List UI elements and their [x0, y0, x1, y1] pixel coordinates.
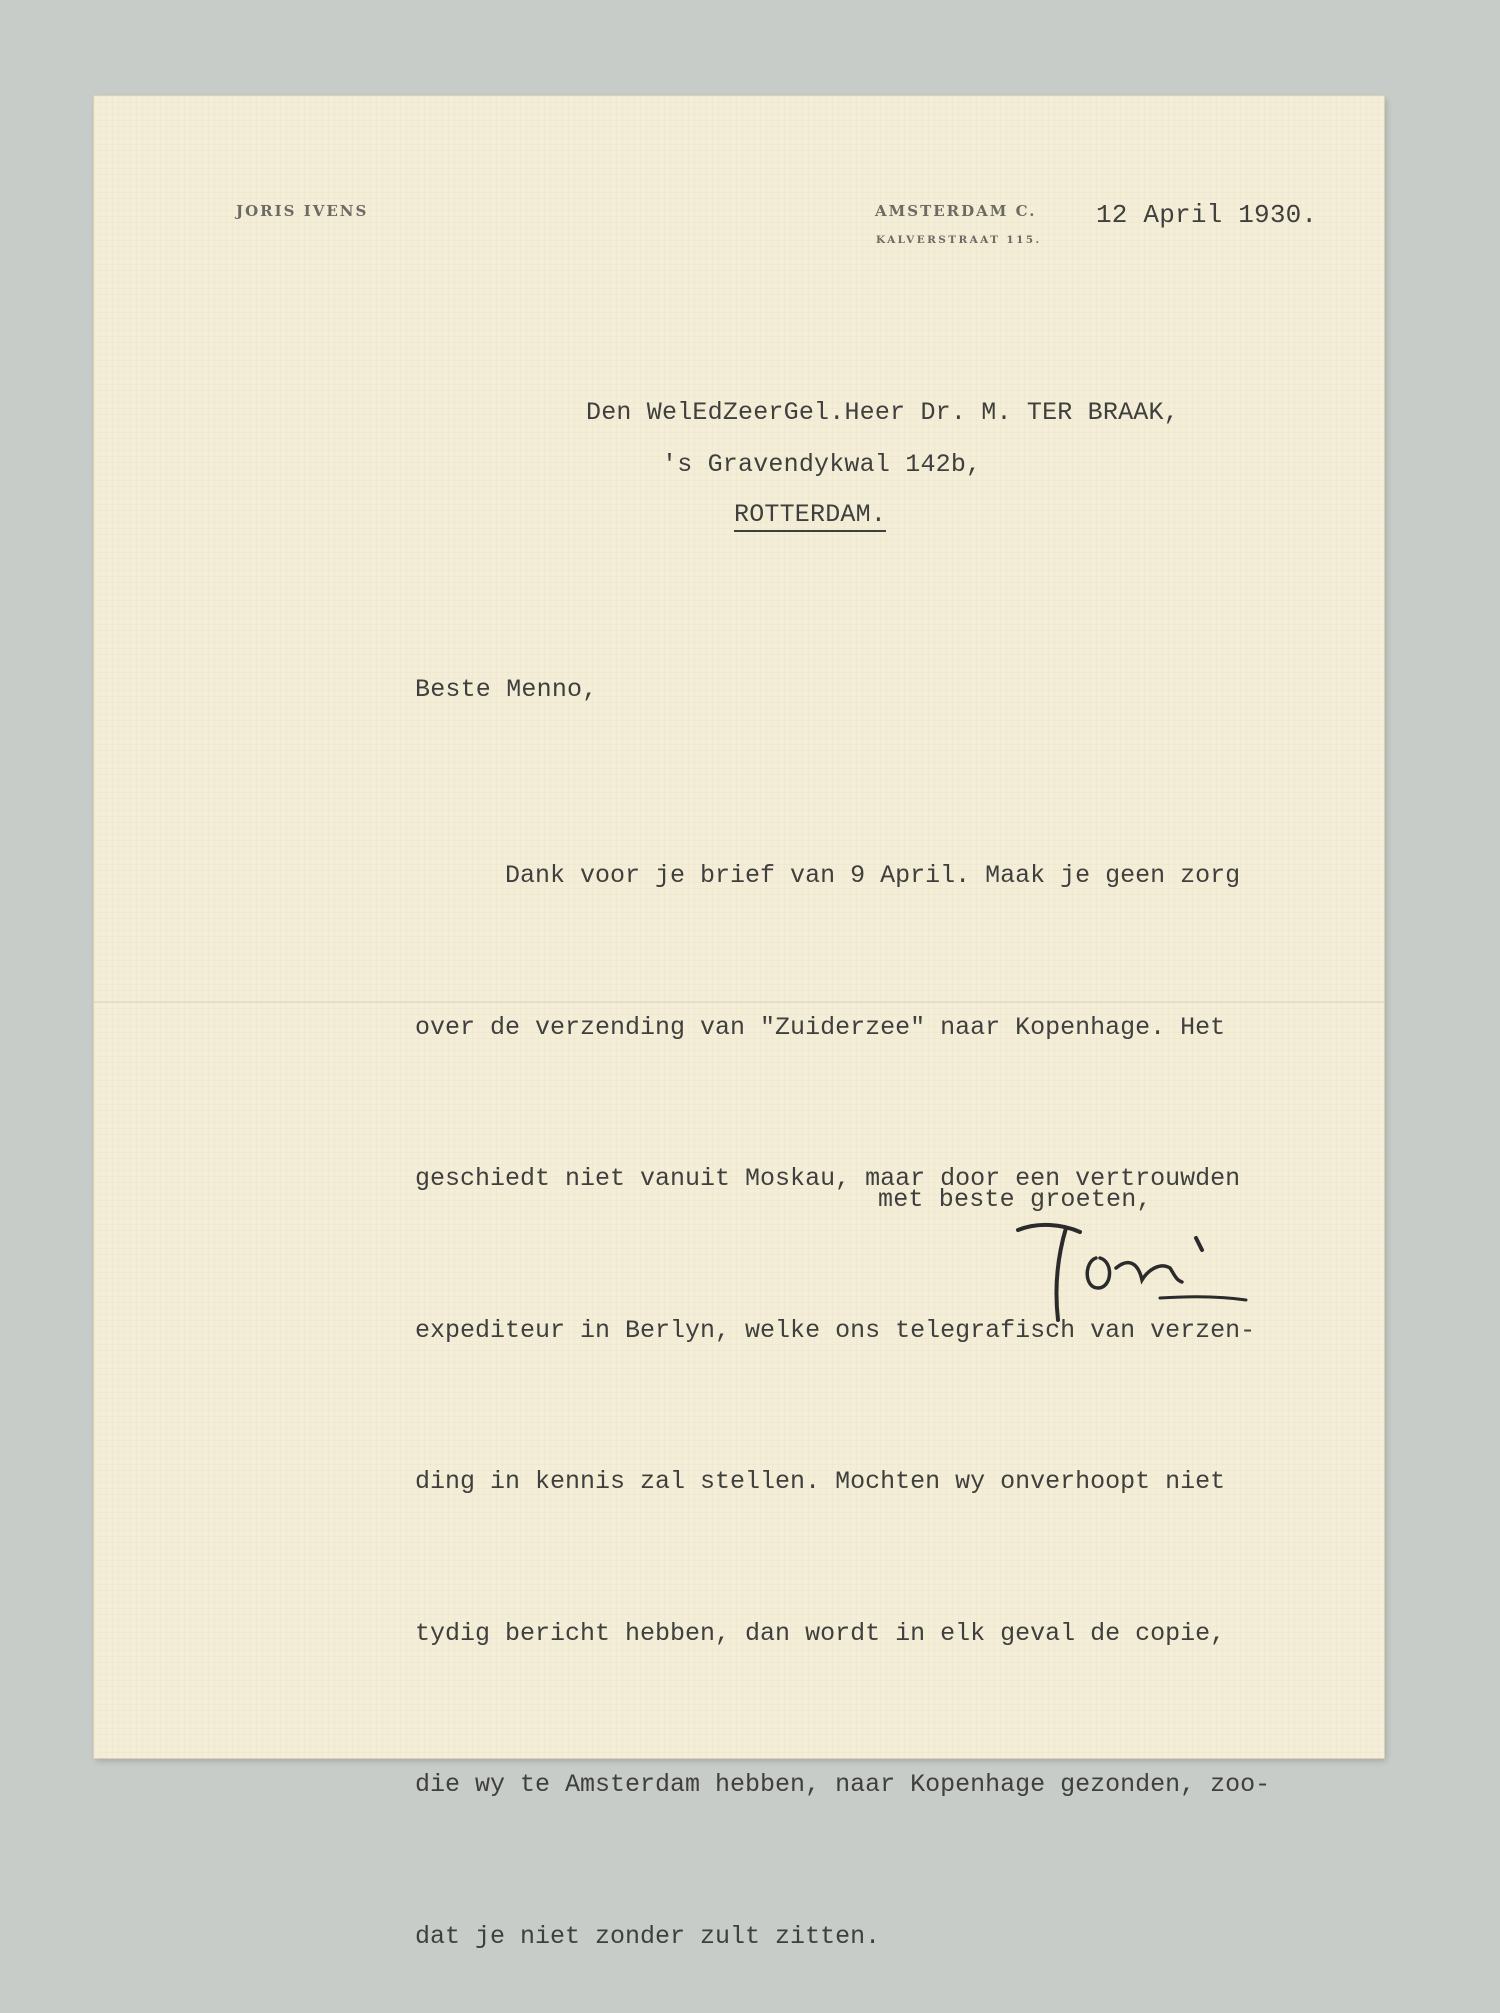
recipient-city: ROTTERDAM.	[734, 500, 886, 532]
salutation: Beste Menno,	[415, 675, 598, 704]
letterhead-city: AMSTERDAM C.	[875, 202, 1037, 220]
body-line: dat je niet zonder zult zitten.	[415, 1921, 881, 1951]
body-line: Dank voor je brief van 9 April. Maak je geen zorg	[415, 861, 1241, 890]
recipient-line-1: Den WelEdZeerGel.Heer Dr. M. TER BRAAK,	[586, 398, 1179, 427]
body-line: expediteur in Berlyn, welke ons telegrafisch van verzen-	[415, 1315, 1256, 1345]
body-line: geschiedt niet vanuit Moskau, maar door een vertrouwden	[415, 1164, 1241, 1193]
body-line: ding in kennis zal stellen. Mochten wy onverhoopt niet	[415, 1467, 1226, 1496]
body-line: tydig bericht hebben, dan wordt in elk geval de copie,	[415, 1618, 1226, 1648]
body-line: over de verzending van "Zuiderzee" naar Kopenhage. Het	[415, 1012, 1226, 1042]
recipient-line-2: 's Gravendykwal 142b,	[662, 450, 982, 479]
letterhead-street: KALVERSTRAAT 115.	[876, 234, 1042, 246]
letterhead-name: JORIS IVENS	[236, 202, 369, 220]
letter-date: 12 April 1930.	[1096, 200, 1318, 230]
recipient-line-3	[734, 500, 886, 529]
letter-body	[415, 750, 1275, 2013]
closing: met beste groeten,	[878, 1185, 1152, 1214]
handwritten-signature	[1010, 1210, 1250, 1330]
body-line: die wy te Amsterdam hebben, naar Kopenhage gezonden, zoo-	[415, 1770, 1271, 1799]
